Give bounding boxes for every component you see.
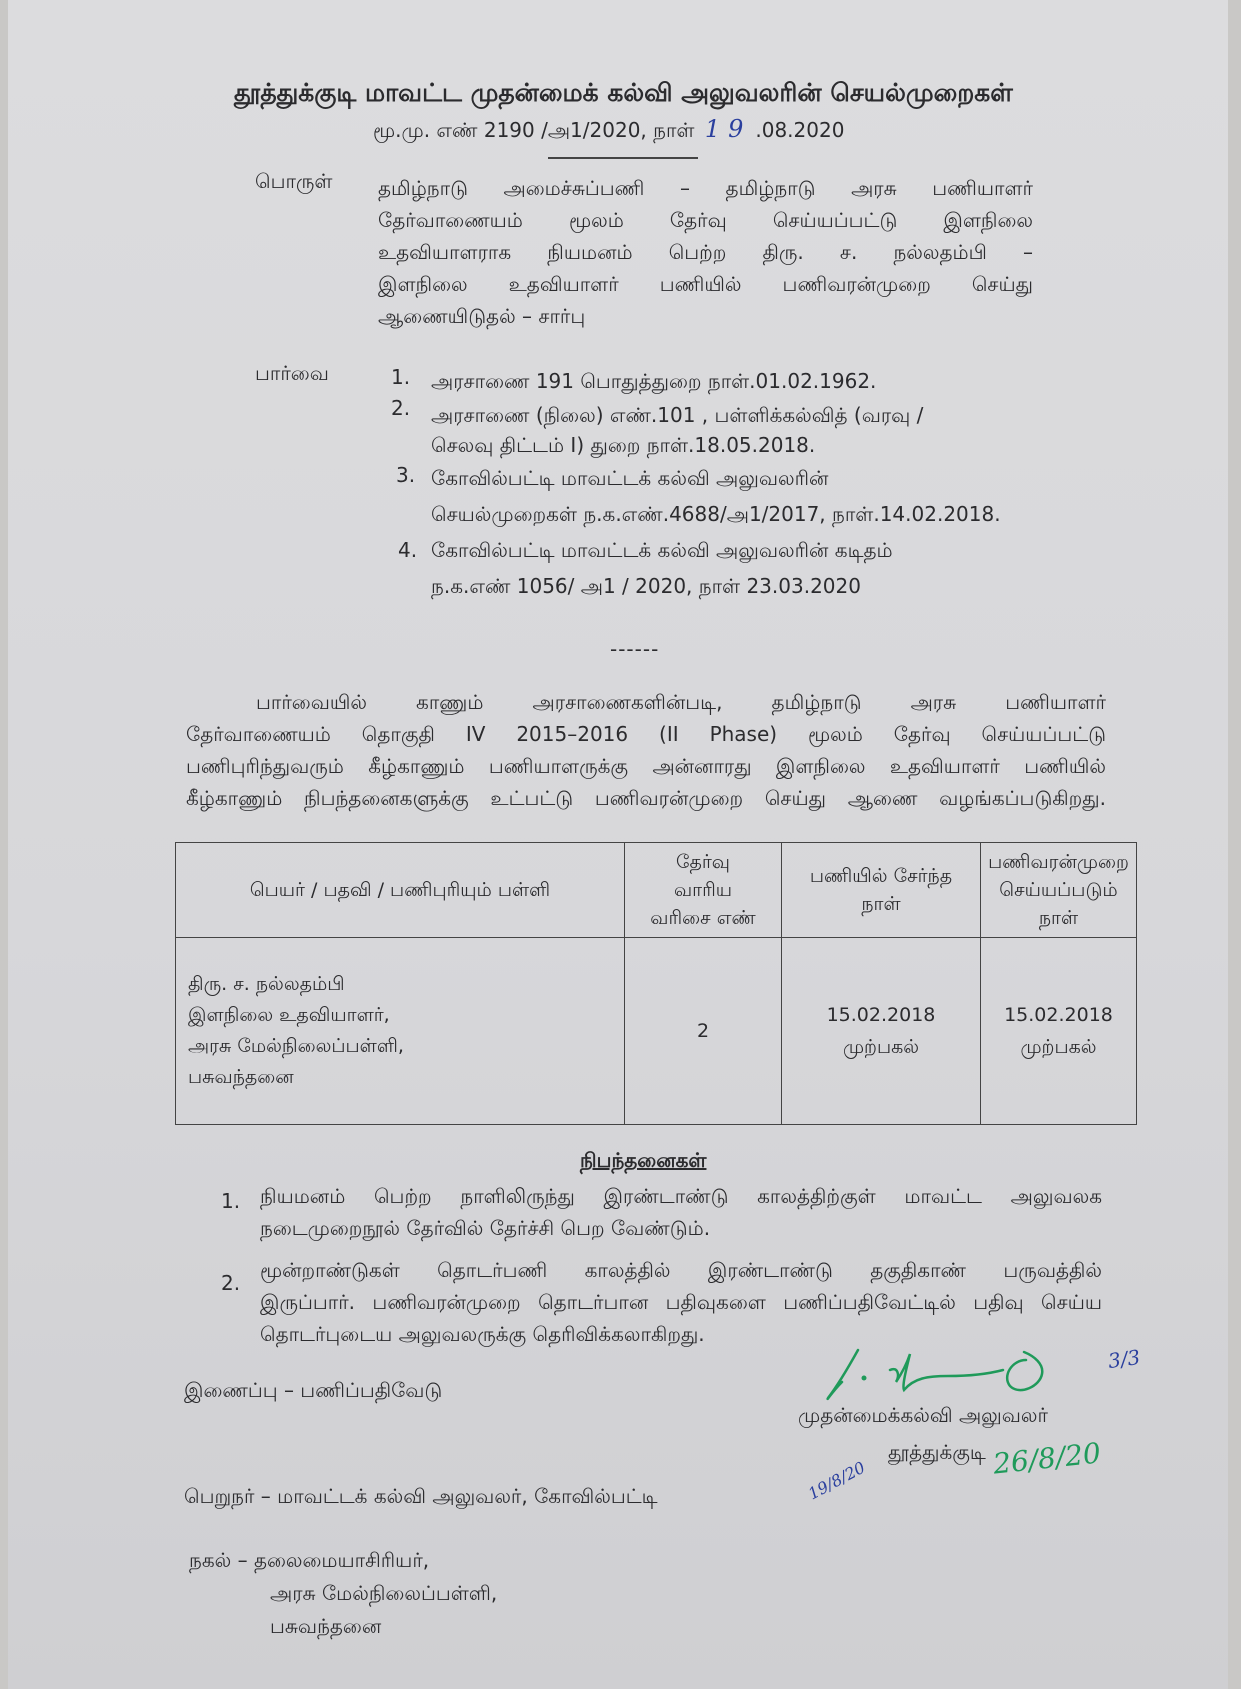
condition-line: நியமனம் பெற்ற நாளிலிருந்து இரண்டாண்டு காலத்திற்குள் மாவட்ட அலுவலக bbox=[260, 1184, 1102, 1208]
document-title: தூத்துக்குடி மாவட்ட முதன்மைக் கல்வி அலுவலரின் செயல்முறைகள் bbox=[234, 78, 1013, 107]
copy-line: நகல் – தலைமையாசிரியர், bbox=[189, 1548, 430, 1572]
reference-item-text: செயல்முறைகள் ந.க.எண்.4688/அ1/2017, நாள்.14.02.2018. bbox=[431, 502, 1001, 526]
header-name-cell bbox=[176, 843, 625, 938]
employee-place: பசுவந்தனை bbox=[188, 1066, 294, 1088]
signature bbox=[798, 1330, 1098, 1410]
join-date-cell bbox=[782, 938, 981, 1125]
enclosure: இணைப்பு – பணிப்பதிவேடு bbox=[184, 1378, 443, 1402]
condition-number: 1. bbox=[221, 1189, 241, 1213]
subject-label: பொருள் bbox=[255, 169, 333, 193]
reference-item-text: கோவில்பட்டி மாவட்டக் கல்வி அலுவலரின் bbox=[431, 466, 829, 490]
body-line: கீழ்காணும் நிபந்தனைகளுக்கு உட்பட்டு பணிவரன்முறை செய்து ஆணை வழங்கப்படுகிறது. bbox=[186, 786, 1106, 810]
condition-number: 2. bbox=[221, 1271, 241, 1295]
page-mark: 3/3 bbox=[1106, 1344, 1142, 1374]
reference-item-text: ந.க.எண் 1056/ அ1 / 2020, நாள் 23.03.2020 bbox=[431, 574, 861, 598]
header-text: நாள் bbox=[861, 893, 901, 915]
header-text: தேர்வு bbox=[676, 851, 730, 873]
section-separator: ------ bbox=[610, 637, 660, 661]
join-session: முற்பகல் bbox=[842, 1036, 920, 1058]
conditions-title: நிபந்தனைகள் bbox=[580, 1148, 707, 1172]
reference-item-text: அரசாணை 191 பொதுத்துறை நாள்.01.02.1962. bbox=[431, 369, 877, 393]
reference-item-number: 2. bbox=[391, 396, 411, 420]
reference-item-text: செலவு திட்டம் I) துறை நாள்.18.05.2018. bbox=[431, 433, 816, 457]
blue-handwritten-date: 19/8/20 bbox=[804, 1457, 869, 1504]
header-join-date-cell bbox=[782, 843, 981, 938]
condition-line: தொடர்புடைய அலுவலருக்கு தெரிவிக்கலாகிறது. bbox=[260, 1322, 705, 1346]
condition-line: நடைமுறைநூல் தேர்வில் தேர்ச்சி பெற வேண்டும். bbox=[260, 1216, 711, 1240]
subject-line: உதவியாளராக நியமனம் பெற்ற திரு. ச. நல்லதம்பி – bbox=[378, 240, 1033, 264]
header-text: பெயர் / பதவி / பணிபுரியும் பள்ளி bbox=[249, 879, 551, 901]
rank-cell: 2 bbox=[625, 938, 782, 1125]
header-text: பணியில் சேர்ந்த bbox=[809, 865, 953, 887]
header-rank-cell bbox=[625, 843, 782, 938]
table-header-row bbox=[176, 843, 1137, 938]
table-row bbox=[176, 938, 1137, 1125]
reference-item-number: 4. bbox=[398, 538, 418, 562]
condition-line: மூன்றாண்டுகள் தொடர்பணி காலத்தில் இரண்டாண்டு தகுதிகாண் பருவத்தில் bbox=[260, 1258, 1102, 1282]
header-text: செய்யப்படும் bbox=[999, 879, 1118, 901]
subject-text bbox=[378, 172, 1033, 332]
header-text: பணிவரன்முறை bbox=[988, 851, 1129, 873]
employee-designation: இளநிலை உதவியாளர், bbox=[188, 1004, 390, 1026]
handwritten-day: 19 bbox=[704, 115, 752, 143]
body-paragraph bbox=[186, 686, 1106, 814]
reference-item-text: அரசாணை (நிலை) எண்.101 , பள்ளிக்கல்வித் (வரவு / bbox=[431, 403, 924, 427]
reference-suffix: .08.2020 bbox=[755, 118, 845, 142]
reference-prefix: மூ.மு. எண் 2190 /அ1/2020, நாள் bbox=[373, 118, 695, 142]
employee-cell bbox=[176, 938, 625, 1125]
header-text: வாரிய bbox=[673, 879, 733, 901]
regularisation-date: 15.02.2018 bbox=[1004, 1004, 1113, 1026]
body-line: பார்வையில் காணும் அரசாணைகளின்படி, தமிழ்நாடு அரசு பணியாளர் bbox=[256, 690, 1106, 714]
body-line: பணிபுரிந்துவரும் கீழ்காணும் பணியாளருக்கு அன்னாரது இளநிலை உதவியாளர் பணியில் bbox=[186, 754, 1106, 778]
reference-item-number: 3. bbox=[396, 463, 416, 487]
reference-item-number: 1. bbox=[391, 365, 411, 389]
reference-item-text: கோவில்பட்டி மாவட்டக் கல்வி அலுவலரின் கடிதம் bbox=[431, 538, 893, 562]
employee-name: திரு. ச. நல்லதம்பி bbox=[188, 973, 345, 995]
reference-number bbox=[373, 116, 844, 143]
join-date: 15.02.2018 bbox=[826, 1004, 936, 1026]
recipient: பெறுநர் – மாவட்டக் கல்வி அலுவலர், கோவில்பட்டி bbox=[184, 1484, 658, 1508]
header-underline bbox=[548, 157, 698, 159]
body-line: தேர்வாணையம் தொகுதி IV 2015–2016 (II Phase) மூலம் தேர்வு செய்யப்பட்டு bbox=[186, 722, 1106, 746]
subject-line: ஆணையிடுதல் – சார்பு bbox=[378, 304, 586, 328]
header-text: வரிசை எண் bbox=[650, 907, 756, 929]
subject-line: தேர்வாணையம் மூலம் தேர்வு செய்யப்பட்டு இளநிலை bbox=[378, 208, 1033, 232]
employee-school: அரசு மேல்நிலைப்பள்ளி, bbox=[188, 1035, 404, 1057]
copy-line: அரசு மேல்நிலைப்பள்ளி, bbox=[270, 1581, 498, 1605]
green-handwritten-date: 26/8/20 bbox=[991, 1436, 1103, 1481]
signatory-title: முதன்மைக்கல்வி அலுவலர் bbox=[798, 1403, 1048, 1427]
condition-text bbox=[260, 1180, 1102, 1244]
regularisation-table bbox=[175, 842, 1137, 1125]
header-text: நாள் bbox=[1038, 907, 1079, 929]
regularisation-session: முற்பகல் bbox=[1020, 1036, 1097, 1058]
signatory-place: தூத்துக்குடி bbox=[888, 1440, 986, 1464]
copy-line: பசுவந்தனை bbox=[270, 1614, 382, 1638]
subject-line: தமிழ்நாடு அமைச்சுப்பணி – தமிழ்நாடு அரசு பணியாளர் bbox=[378, 176, 1033, 200]
subject-line: இளநிலை உதவியாளர் பணியில் பணிவரன்முறை செய்து bbox=[378, 272, 1033, 296]
condition-line: இருப்பார். பணிவரன்முறை தொடர்பான பதிவுகளை பணிப்பதிவேட்டில் பதிவு செய்ய bbox=[260, 1290, 1102, 1314]
document-page bbox=[8, 0, 1228, 1689]
regularisation-date-cell bbox=[981, 938, 1137, 1125]
header-regularisation-date-cell bbox=[981, 843, 1137, 938]
reference-label: பார்வை bbox=[255, 361, 329, 385]
